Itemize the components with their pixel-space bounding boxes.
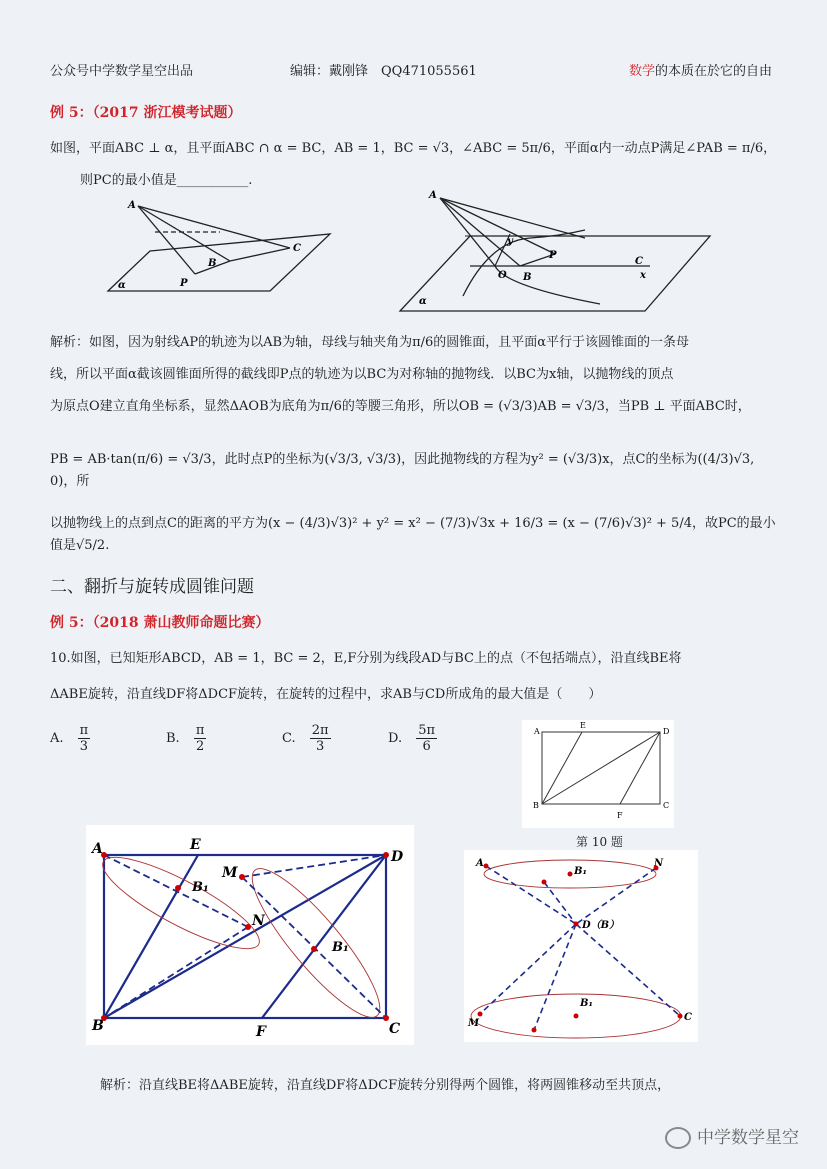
cone-label-b1-bottom: B₁ — [580, 998, 593, 1009]
big-label-b1-upper: B₁ — [192, 880, 209, 895]
solution1-line5: 以抛物线上的点到点C的距离的平方为(x − (4/3)√3)² + y² = x² − (7/3)√3x + 16/3 = (x − (7/6)√3)² + 5/4，故PC的最小值是√5/2. — [50, 516, 776, 553]
fig1l-label-p: P — [180, 278, 188, 289]
cone-label-m: M — [468, 1018, 480, 1029]
big-label-a: A — [92, 841, 103, 857]
example2-problem-line2: ΔABE旋转，沿直线DF将ΔDCF旋转，在旋转的过程中，求AB与CD所成角的最大值是（ ） — [50, 687, 602, 702]
example2-problem-line1: 10.如图，已知矩形ABCD，AB = 1，BC = 2，E,F分别为线段AD与BC上的点（不包括端点），沿直线BE将 — [50, 651, 682, 666]
cone-figure — [464, 850, 698, 1042]
choice-b-label: B. — [166, 731, 180, 746]
example1-title: 例 5：（2017 浙江模考试题） — [50, 105, 242, 121]
fig1r-label-c: C — [635, 256, 643, 267]
choice-c-label: C. — [282, 731, 296, 746]
choice-b-den: 2 — [195, 739, 205, 754]
cone-label-db: D（B） — [582, 920, 620, 931]
header-motto — [629, 60, 772, 79]
example2-title: 例 5：（2018 萧山教师命题比赛） — [50, 615, 270, 631]
choice-c-num: 2π — [311, 723, 329, 738]
small-label-e: E — [580, 721, 586, 730]
example1-figure-right — [395, 186, 715, 316]
example1-figure-left — [100, 196, 340, 301]
small-label-c: C — [663, 801, 670, 810]
big-label-n: N — [252, 913, 265, 929]
big-label-e: E — [190, 837, 201, 853]
small-label-a: A — [534, 727, 540, 736]
big-label-b: B — [92, 1018, 104, 1034]
choice-a-label: A. — [50, 731, 64, 746]
choice-b — [166, 723, 206, 754]
example1-problem-line1: 如图，平面ABC ⊥ α，且平面ABC ∩ α = BC，AB = 1，BC = √3，∠ABC = 5π/6，平面α内一动点P满足∠PAB = π/6， — [50, 141, 777, 156]
choice-c — [282, 723, 331, 754]
fig1r-label-y: y — [507, 236, 513, 247]
big-label-c: C — [389, 1021, 401, 1037]
cone-label-b1-top: B₁ — [574, 866, 587, 877]
watermark — [665, 1123, 799, 1149]
cone-label-n: N — [654, 858, 664, 869]
fig1r-label-x: x — [640, 270, 646, 281]
fig1r-label-a: A — [429, 190, 437, 201]
cone-label-a: A — [476, 858, 484, 869]
cone-label-c: C — [684, 1012, 692, 1023]
fig1r-label-b: B — [523, 272, 532, 283]
big-label-b1-lower: B₁ — [332, 940, 349, 955]
watermark-text: 中学数学星空 — [697, 1128, 799, 1148]
small-rectangle-figure — [522, 720, 674, 828]
choice-a-den: 3 — [79, 739, 89, 754]
fig1r-label-alpha: α — [419, 296, 427, 307]
fig1r-label-o: O — [498, 270, 507, 281]
header-motto-accent: 数学 — [628, 64, 655, 79]
section2-title: 二、翻折与旋转成圆锥问题 — [50, 577, 254, 597]
big-label-m: M — [222, 865, 238, 881]
solution2-line1: 解析：沿直线BE将ΔABE旋转，沿直线DF将ΔDCF旋转分别得两个圆锥，将两圆锥移动至共顶点， — [100, 1078, 671, 1093]
choice-d-label: D. — [388, 731, 403, 746]
solution1-line3: 为原点O建立直角坐标系，显然ΔAOB为底角为π/6的等腰三角形，所以OB = (√3/3)AB = √3/3，当PB ⊥ 平面ABC时， — [50, 399, 751, 414]
example1-problem-line2: 则PC的最小值是___________. — [80, 173, 253, 188]
header-motto-rest: 的本质在於它的自由 — [654, 64, 772, 79]
solution1-line1: 解析：如图，因为射线AP的轨迹为以AB为轴，母线与轴夹角为π/6的圆锥面，且平面α平行于该圆锥面的一条母 — [50, 335, 690, 350]
solution1-line4: PB = AB·tan(π/6) = √3/3，此时点P的坐标为(√3/3, √3/3)，因此抛物线的方程为y² = (√3/3)x，点C的坐标为((4/3)√3, 0)，所 — [50, 452, 755, 489]
small-figure-caption: 第 10 题 — [576, 835, 623, 849]
small-label-d: D — [663, 727, 670, 736]
big-label-f: F — [256, 1024, 266, 1040]
small-label-b: B — [533, 801, 539, 810]
choice-d — [388, 723, 437, 754]
solution1-line2: 线，所以平面α截该圆锥面所得的截线即P点的轨迹为以BC为对称轴的抛物线．以BC为x轴，以抛物线的顶点 — [50, 367, 674, 382]
fig1l-label-alpha: α — [118, 280, 126, 291]
header-editor: 编辑：戴刚锋 QQ471055561 — [290, 64, 477, 79]
choice-c-den: 3 — [316, 739, 325, 754]
choice-d-num: 5π — [418, 723, 436, 738]
small-label-f: F — [617, 811, 623, 820]
fig1l-label-b: B — [208, 258, 217, 269]
choice-b-num: π — [195, 723, 205, 738]
big-rectangle-figure — [86, 825, 414, 1045]
fig1l-label-a: A — [128, 200, 136, 211]
fig1l-label-c: C — [293, 243, 301, 254]
choice-a — [50, 723, 90, 754]
big-label-d: D — [391, 849, 404, 865]
fig1r-label-p: P — [549, 250, 557, 261]
choice-a-num: π — [79, 723, 89, 738]
wechat-icon — [665, 1127, 691, 1149]
choice-d-den: 6 — [422, 739, 431, 754]
header-left: 公众号中学数学星空出品 — [50, 64, 194, 79]
